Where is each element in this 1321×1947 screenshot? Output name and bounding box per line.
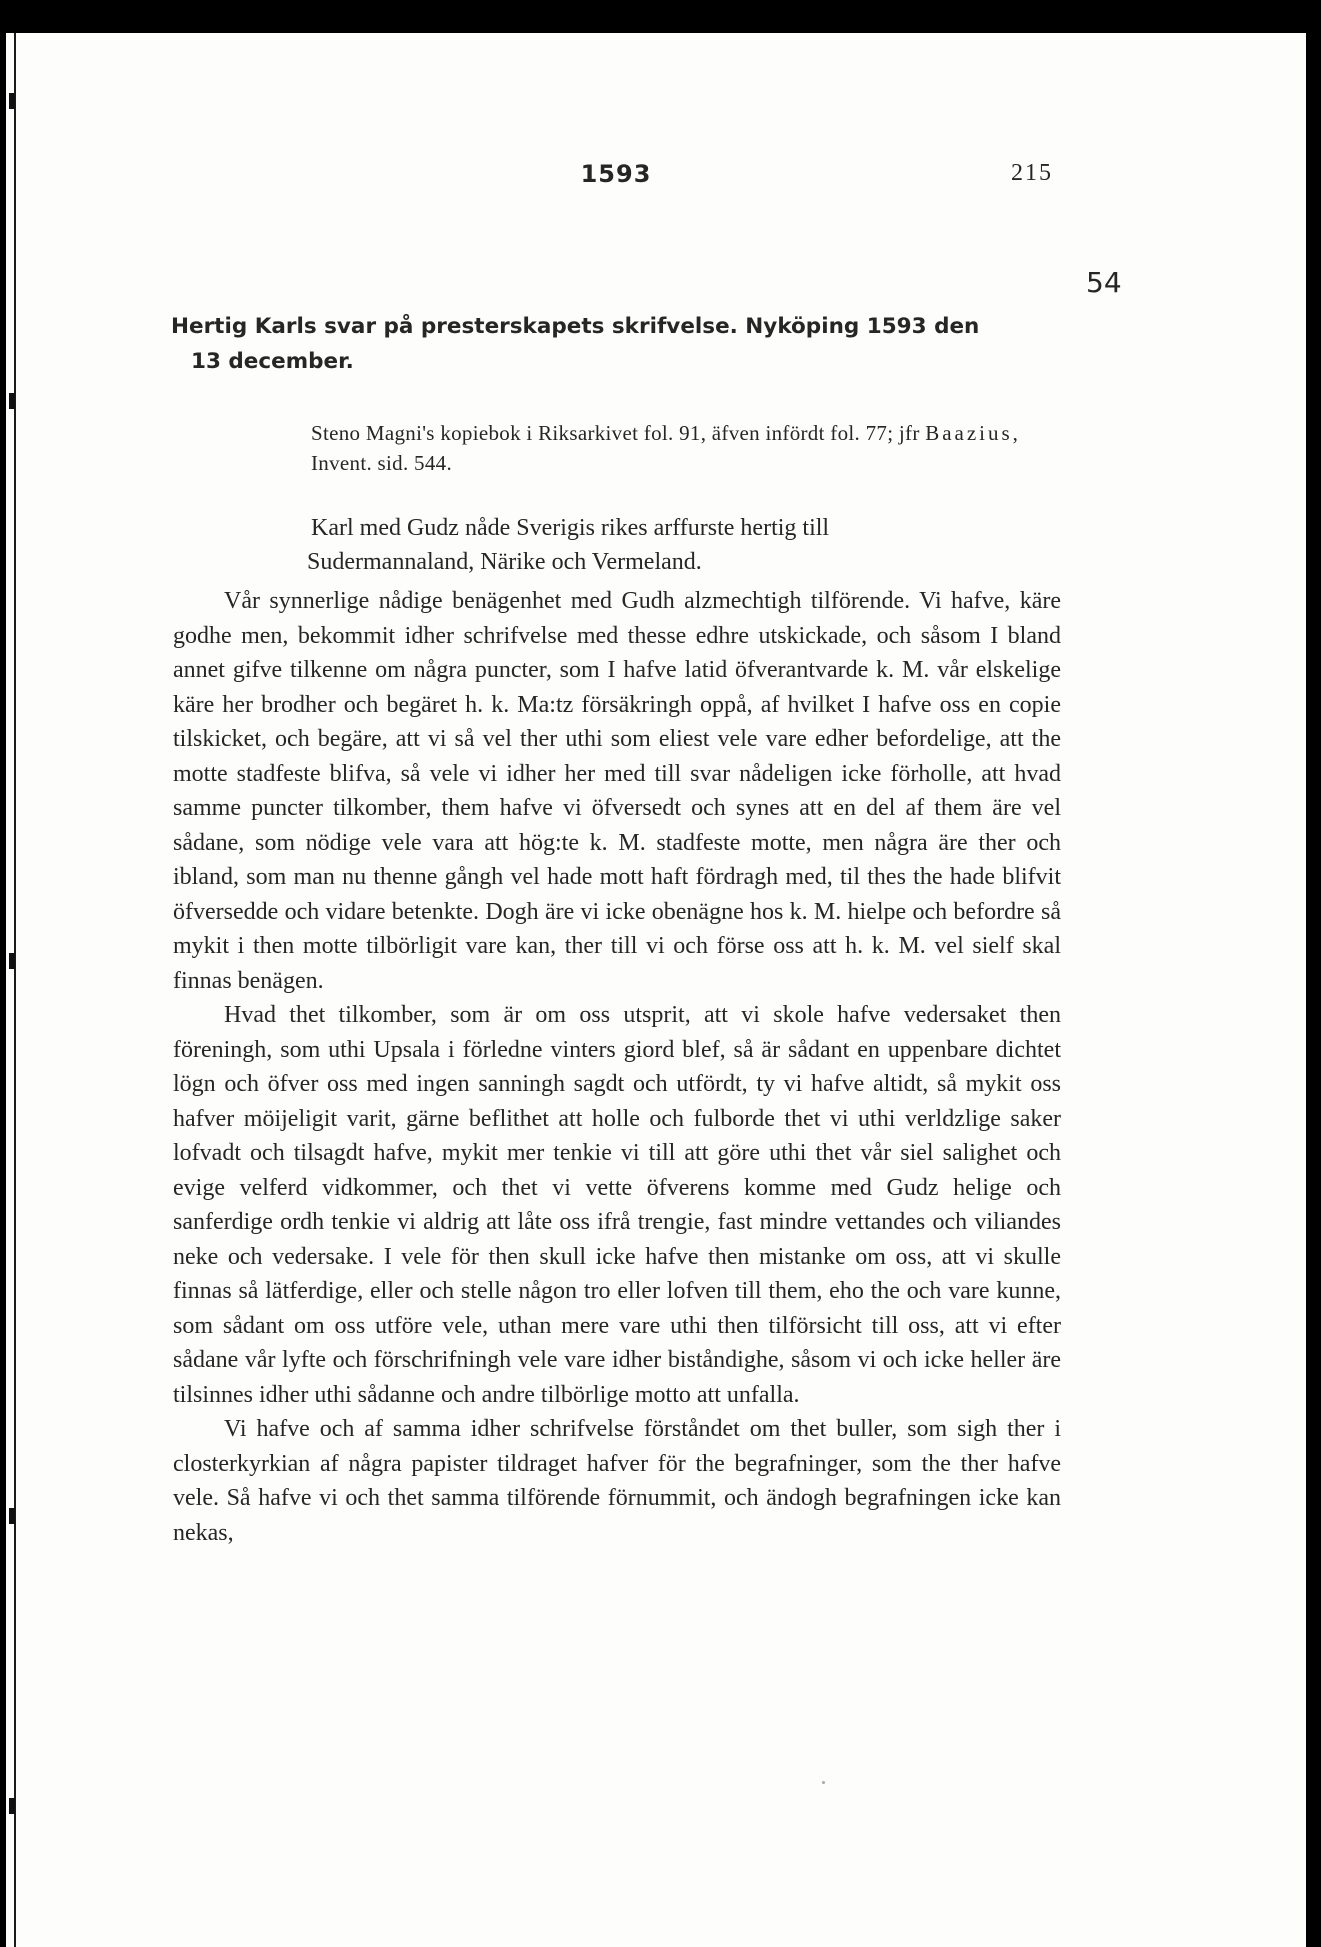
paragraph: Hvad thet tilkomber, som är om oss utsprit, att vi skole hafve vedersaket then föreningh, som uthi Upsala i förledne vinters giord blef, så är sådant en uppenbare dichtet lögn och öfver oss med ingen sanningh sagdt och utfördt, ty vi hafve altidt, så mykit oss hafver möijeligit varit, gärne beflithet att holle och fulborde thet vi uthi verldzlige saker lofvadt och tilsagdt hafve, mykit mer tenkie vi till att göre uthi thet vår siel salighet och evige velferd vidkommer, och thet vi vette öfverens komme med Gudz helige och sanferdige ordh tenkie vi aldrig att låte oss ifrå trengie, fast mindre vettandes och viliandes neke och vedersake. I vele för then skull icke hafve then mistanke om oss, att vi skulle finnas så lätferdige, eller och stelle någon tro eller lofven till them, eho the och vare kunne, som sådant om oss utföre vele, uthan mere vare uthi then tilförsicht till oss, att vi efter sådane vår lyfte och förschrifningh vele vare idher biståndighe, såsom vi och icke heller äre tilsinnes idher uthi sådanne och andre tilbörlige motto att unfalla. <box>173 1002 1061 1408</box>
salutation-line-1: Karl med Gudz nåde Sverigis rikes arffurste hertig till <box>311 515 830 541</box>
scan-speck <box>822 1781 825 1784</box>
page-edge-mark <box>9 1508 15 1524</box>
paragraph: Vi hafve och af samma idher schrifvelse förståndet om thet buller, som sigh ther i closterkyrkian af några papister tildraget hafver för the begrafninger, som the ther hafve vele. Så hafve vi och thet samma tilförende förnummit, och ändogh begrafningen icke kan nekas, <box>173 1416 1061 1546</box>
document-number: 54 <box>1086 266 1122 299</box>
source-author: Baazius <box>925 421 1013 445</box>
title-line-1: Hertig Karls svar på presterskapets skrifvelse. Nyköping 1593 den <box>171 314 980 339</box>
page-edge-mark <box>9 393 15 409</box>
page <box>6 33 1306 1947</box>
document-title <box>171 309 1071 379</box>
running-header-year: 1593 <box>580 160 652 188</box>
page-edge-line <box>14 33 16 1947</box>
page-edge-mark <box>9 93 15 109</box>
letter-body <box>173 584 1061 1550</box>
page-edge-mark <box>9 1798 15 1814</box>
salutation-line-2: Sudermannaland, Närike och Vermeland. <box>307 549 702 575</box>
page-number: 215 <box>1011 160 1053 186</box>
title-line-2: 13 december. <box>191 349 354 374</box>
page-edge-mark <box>9 953 15 969</box>
salutation <box>307 511 1071 579</box>
source-text: Steno Magni's kopiebok i Riksarkivet fol. 91, äfven infördt fol. 77; jfr <box>311 421 926 445</box>
source-text-end: , Invent. sid. 544. <box>311 421 1019 475</box>
paragraph: Vår synnerlige nådige benägenhet med Gudh alzmechtigh tilförende. Vi hafve, käre godhe men, bekommit idher schrifvelse med thesse edhre utskickade, och såsom I bland annet gifve tilkenne om några puncter, som I hafve latid öfverantvarde k. M. vår elskelige käre her brodher och begäret h. k. Ma:tz försäkringh oppå, af hvilket I hafve oss en copie tilskicket, och begäre, att vi så vel ther uthi som eliest vele vare edher befordelige, att the motte stadfeste blifva, så vele vi idher her med till svar nådeligen icke förholle, att hvad samme puncter tilkomber, them hafve vi öfversedt och synes att en del af them äre vel sådane, som nödige vele vara att hög:te k. M. stadfeste motte, men några äre ther och ibland, som man nu thenne gångh vel hade mott haft fördragh med, til thes the hade blifvit öfversedde och vidare betenkte. Dogh äre vi icke obenägne hos k. M. hielpe och befordre så mykit i then motte tilbörligit vare kan, ther till vi och förse oss att h. k. M. vel sielf skal finnas benägen. <box>173 588 1061 994</box>
source-note <box>311 418 1061 478</box>
